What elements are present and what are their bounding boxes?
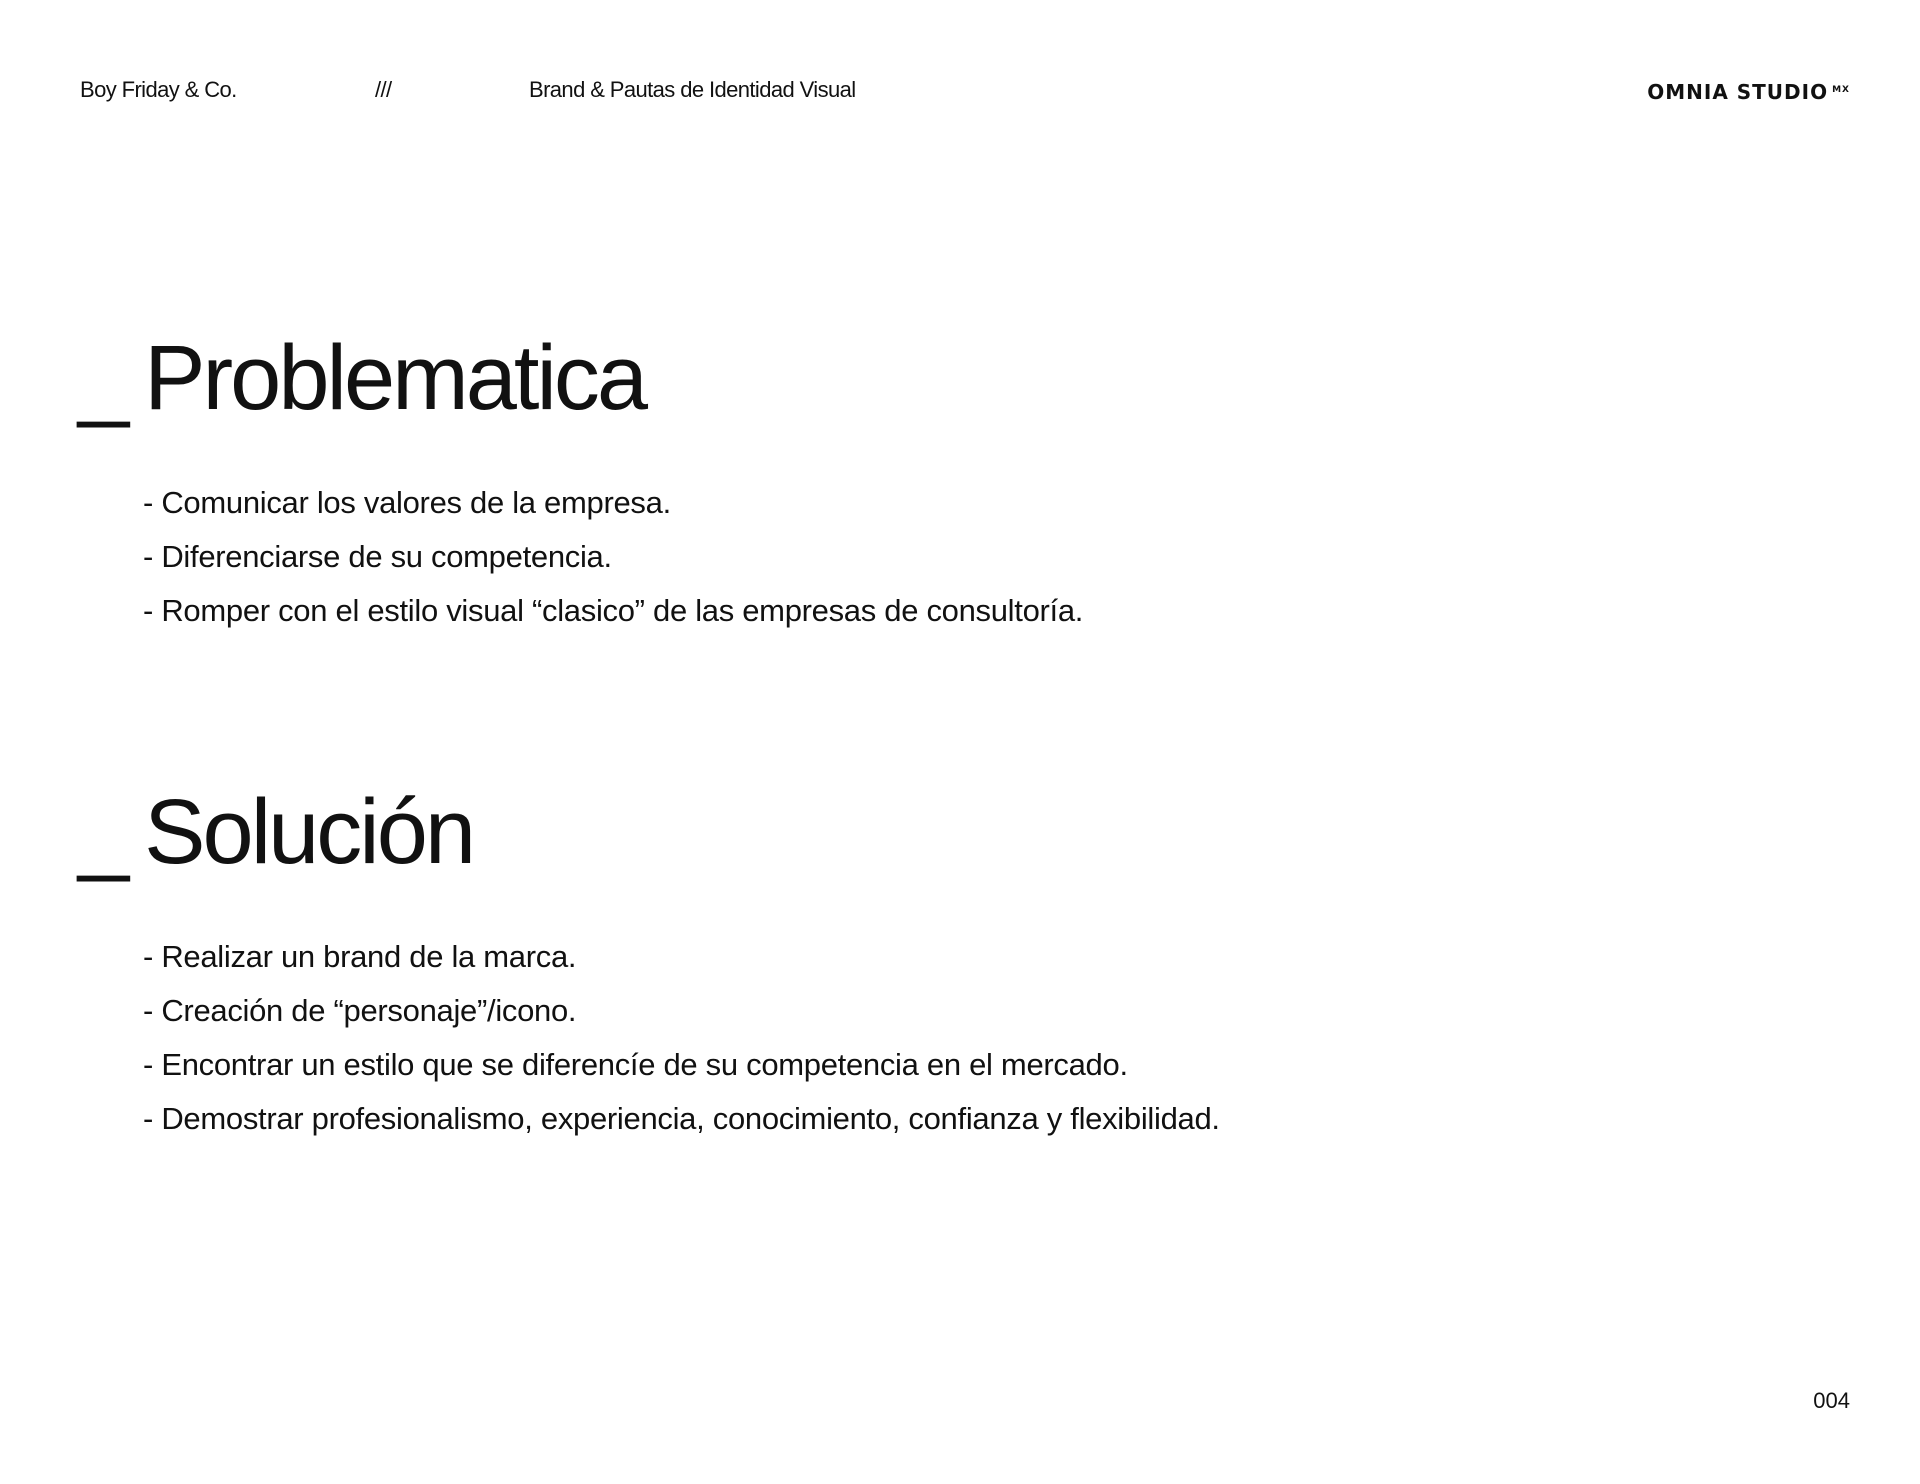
logo-text: OMNIA STUDIO [1647,80,1829,104]
list-item: - Creación de “personaje”/icono. [143,993,577,1028]
solution-list [143,930,1220,1146]
list-item: - Encontrar un estilo que se diferencíe de su competencia en el mercado. [143,1047,1128,1082]
problem-heading [78,328,645,428]
list-item: - Comunicar los valores de la empresa. [143,485,671,520]
list-item: - Diferenciarse de su competencia. [143,539,612,574]
logo-superscript: MX [1832,85,1850,95]
header-separator: /// [375,77,392,102]
client-name: Boy Friday & Co. [80,77,237,102]
document-title: Brand & Pautas de Identidad Visual [529,77,856,102]
problem-list [143,476,1083,638]
problem-title: Problematica [144,327,646,429]
page-number: 004 [1813,1388,1850,1413]
heading-marker: _ [78,327,127,429]
solution-title: Solución [144,781,474,883]
list-item: - Realizar un brand de la marca. [143,939,577,974]
heading-marker: _ [78,781,127,883]
studio-logo [1647,80,1850,104]
list-item: - Demostrar profesionalismo, experiencia, conocimiento, confianza y flexibilidad. [143,1101,1220,1136]
solution-heading [78,782,473,882]
list-item: - Romper con el estilo visual “clasico” de las empresas de consultoría. [143,593,1084,628]
